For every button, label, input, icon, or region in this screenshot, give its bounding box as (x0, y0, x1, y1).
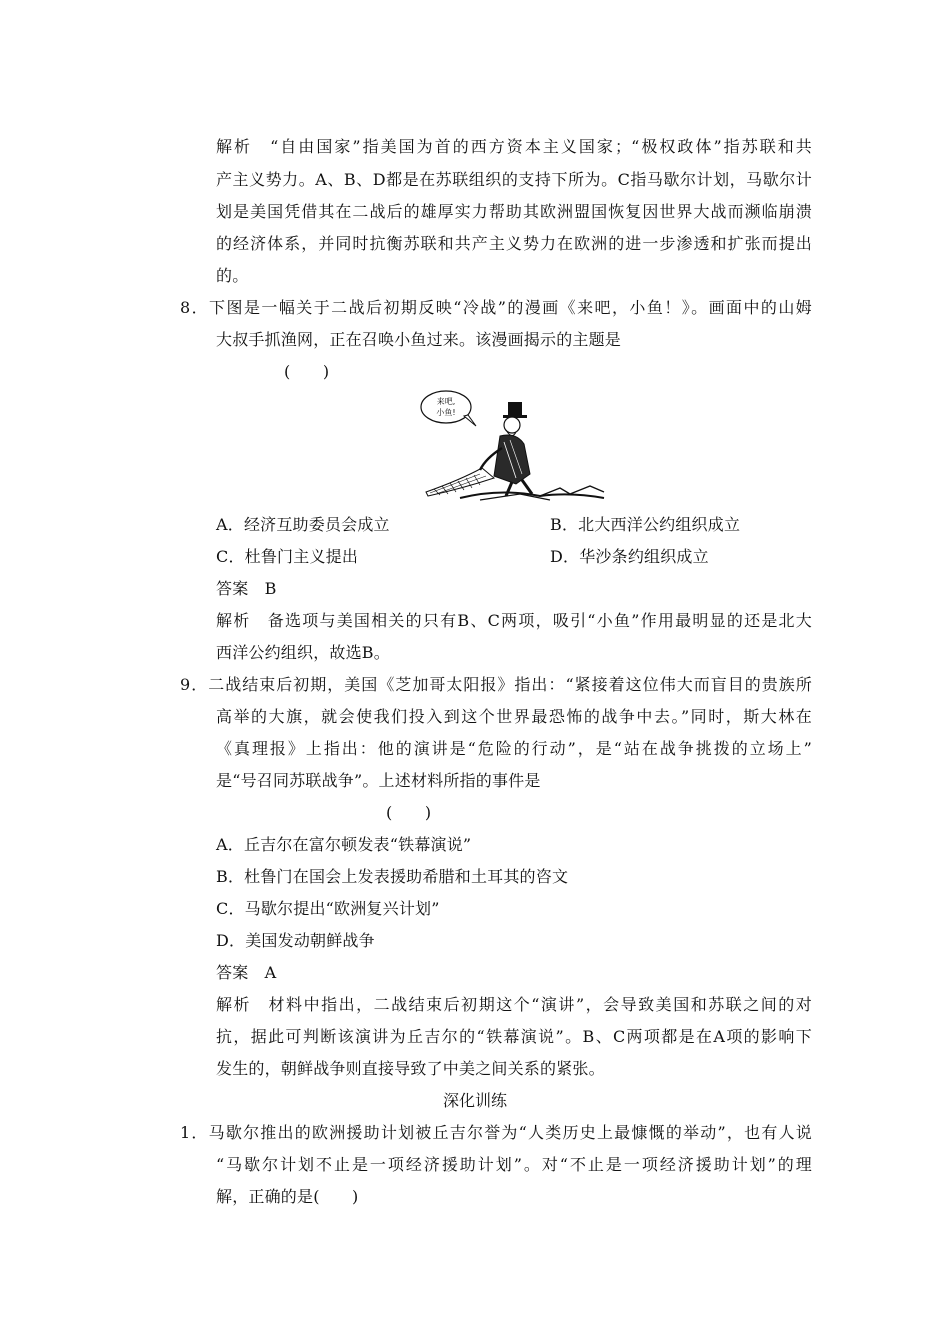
q9-analysis-line: 解析 材料中指出，二战结束后初期这个“演讲”，会导致美国和苏联之间的对 (216, 995, 812, 1014)
q7-analysis-line: 产主义势力。A、B、D都是在苏联组织的支持下所为。C指马歇尔计划，马歇尔计 (216, 170, 812, 189)
cartoon-come-on-little-fish (420, 388, 606, 506)
cartoon-bubble-text-2: 小鱼! (436, 408, 456, 417)
q8-option-c: C．杜鲁门主义提出 (216, 547, 359, 566)
deep-q1-stem-line: 解，正确的是( ) (216, 1187, 359, 1206)
q9-answer: 答案 A (216, 963, 277, 982)
q8-option-b: B．北大西洋公约组织成立 (550, 515, 741, 534)
deep-q1-stem-line: “马歇尔计划不止是一项经济援助计划”。对“不止是一项经济援助计划”的理 (216, 1155, 812, 1174)
q9-analysis-line: 发生的，朝鲜战争则直接导致了中美之间关系的紧张。 (216, 1059, 605, 1078)
q9-option-b: B．杜鲁门在国会上发表援助希腊和土耳其的咨文 (216, 867, 569, 886)
q9-option-c: C．马歇尔提出“欧洲复兴计划” (216, 899, 440, 918)
q8-stem-line: 8．下图是一幅关于二战后初期反映“冷战”的漫画《来吧，小鱼！》。画面中的山姆 (180, 298, 812, 317)
q8-option-a: A．经济互助委员会成立 (216, 515, 390, 534)
q9-option-d: D．美国发动朝鲜战争 (216, 931, 375, 950)
q9-stem-line: 是“号召同苏联战争”。上述材料所指的事件是 (216, 771, 541, 790)
section-title: 深化训练 (442, 1091, 507, 1110)
q7-analysis-line: 划是美国凭借其在二战后的雄厚实力帮助其欧洲盟国恢复因世界大战而濒临崩溃 (216, 202, 812, 221)
q9-stem-line: 9．二战结束后初期，美国《芝加哥太阳报》指出：“紧接着这位伟大而盲目的贵族所 (180, 675, 812, 694)
q9-analysis-line: 抗，据此可判断该演讲为丘吉尔的“铁幕演说”。B、C两项都是在A项的影响下 (216, 1027, 812, 1046)
q8-answer: 答案 B (216, 579, 277, 598)
q8-answer-blank: ( ) (284, 362, 330, 381)
q9-option-a: A．丘吉尔在富尔顿发表“铁幕演说” (216, 835, 472, 854)
q8-analysis-line: 解析 备选项与美国相关的只有B、C两项，吸引“小鱼”作用最明显的还是北大 (216, 611, 812, 630)
cartoon-bubble-text-1: 来吧, (436, 397, 456, 406)
q7-analysis-line: 的。 (216, 266, 249, 285)
deep-q1-stem-line: 1．马歇尔推出的欧洲援助计划被丘吉尔誉为“人类历史上最慷慨的举动”，也有人说 (180, 1123, 812, 1142)
q9-stem-line: 《真理报》上指出：他的演讲是“危险的行动”，是“站在战争挑拨的立场上” (216, 739, 812, 758)
q7-analysis-line: 解析 “自由国家”指美国为首的西方资本主义国家；“极权政体”指苏联和共 (216, 137, 812, 156)
q9-answer-blank: ( ) (386, 803, 432, 822)
q8-stem-line: 大叔手抓渔网，正在召唤小鱼过来。该漫画揭示的主题是 (216, 330, 622, 349)
q9-stem-line: 高举的大旗，就会使我们投入到这个世界最恐怖的战争中去。”同时，斯大林在 (216, 707, 812, 726)
q8-option-d: D．华沙条约组织成立 (550, 547, 709, 566)
q8-analysis-line: 西洋公约组织，故选B。 (216, 643, 390, 662)
q7-analysis-line: 的经济体系，并同时抗衡苏联和共产主义势力在欧洲的进一步渗透和扩张而提出 (216, 234, 812, 253)
